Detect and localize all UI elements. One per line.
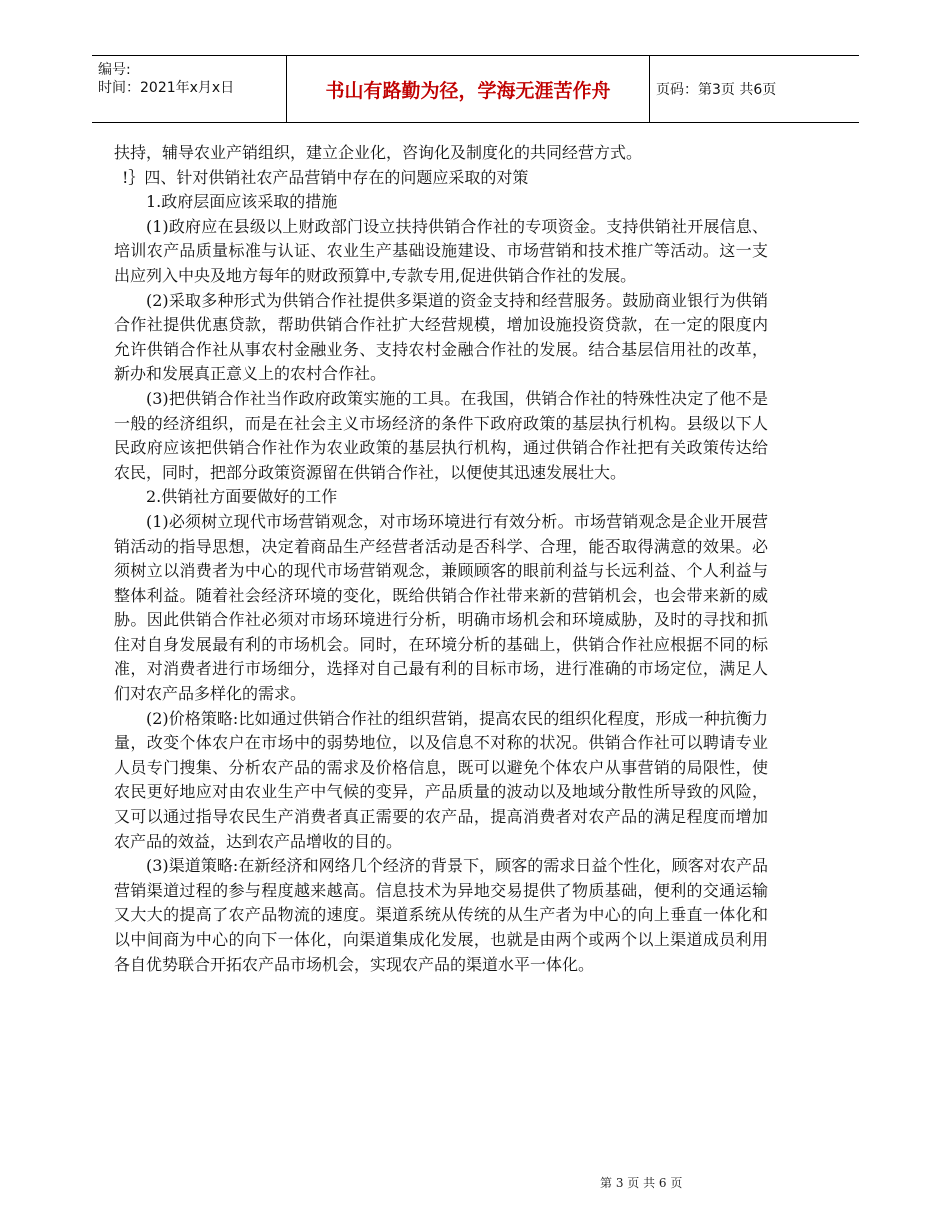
paragraph: (3)渠道策略:在新经济和网络几个经济的背景下，顾客的需求日益个性化，顾客对农产品营销渠道过程的参与程度越来越高。信息技术为异地交易提供了物质基础，便利的交通运输又大大的提高了农产品物流的速度。渠道系统从传统的从生产者为中心的向上垂直一体化和以中间商为中心的向下一体化，向渠道集成化发展，也就是由两个或两个以上渠道成员利用各自优势联合开拓农产品市场机会，实现农产品的渠道水平一体化。 <box>114 856 768 974</box>
paragraph: (2)采取多种形式为供销合作社提供多渠道的资金支持和经营服务。鼓励商业银行为供销合作社提供优惠贷款，帮助供销合作社扩大经营规模，增加设施投资贷款，在一定的限度内允许供销合作社从事农村金融业务、支持农村金融合作社的发展。结合基层信用社的改革，新办和发展真正意义上的农村合作社。 <box>114 290 768 384</box>
number-label: 编号: <box>98 62 131 78</box>
header-meta <box>92 56 282 122</box>
page-footer: 第 3 页 共 6 页 <box>600 1176 683 1190</box>
section-heading: !｝四、针对供销社农产品营销中存在的问题应采取的对策 <box>122 167 529 187</box>
time-label: 时间：2021年x月x日 <box>98 80 235 96</box>
paragraph: (2)价格策略:比如通过供销合作社的组织营销，提高农民的组织化程度，形成一种抗衡力量，改变个体农户在市场中的弱势地位，以及信息不对称的状况。供销合作社可以聘请专业人员专门搜集、分析农产品的需求及价格信息，既可以避免个体农户从事营销的局限性，使农民更好地应对由农业生产中气候的变异，产品质量的波动以及地域分散性所导致的风险，又可以通过指导农民生产消费者真正需要的农产品，提高消费者对农产品的满足程度而增加农产品的效益，达到农产品增收的目的。 <box>114 708 768 851</box>
subsection-heading: 2.供销社方面要做好的工作 <box>146 487 338 507</box>
paragraph: (1)必须树立现代市场营销观念，对市场环境进行有效分析。市场营销观念是企业开展营销活动的指导思想，决定着商品生产经营者活动是否科学、合理，能否取得满意的效果。必须树立以消费者为中心的现代市场营销观念，兼顾顾客的眼前利益与长远利益、个人利益与整体利益。随着社会经济环境的变化，既给供销合作社带来新的营销机会，也会带来新的威胁。因此供销合作社必须对市场环境进行分析，明确市场机会和环境威胁，及时的寻找和抓住对自身发展最有利的市场机会。同时，在环境分析的基础上，供销合作社应根据不同的标准，对消费者进行市场细分，选择对自己最有利的目标市场，进行准确的市场定位，满足人们对农产品多样化的需求。 <box>114 511 768 704</box>
page-header <box>92 55 859 123</box>
subsection-heading: 1.政府层面应该采取的措施 <box>146 192 338 212</box>
paragraph: 扶持，辅导农业产销组织，建立企业化，咨询化及制度化的共同经营方式。 <box>114 143 643 162</box>
header-motto: 书山有路勤为径，学海无涯苦作舟 <box>286 56 650 122</box>
paragraph: (3)把供销合作社当作政府政策实施的工具。在我国，供销合作社的特殊性决定了他不是一般的经济组织，而是在社会主义市场经济的条件下政府政策的基层执行机构。县级以下人民政府应该把供销合作社作为农业政策的基层执行机构，通过供销合作社把有关政策传达给农民，同时，把部分政策资源留在供销合作社，以便使其迅速发展壮大。 <box>114 388 768 482</box>
header-page-info: 页码：第3页 共6页 <box>656 82 777 98</box>
paragraph: (1)政府应在县级以上财政部门设立扶持供销合作社的专项资金。支持供销社开展信息、培训农产品质量标准与认证、农业生产基础设施建设、市场营销和技术推广等活动。这一支出应列入中央及地方每年的财政预算中,专款专用,促进供销合作社的发展。 <box>114 216 768 285</box>
document-body <box>114 141 768 977</box>
